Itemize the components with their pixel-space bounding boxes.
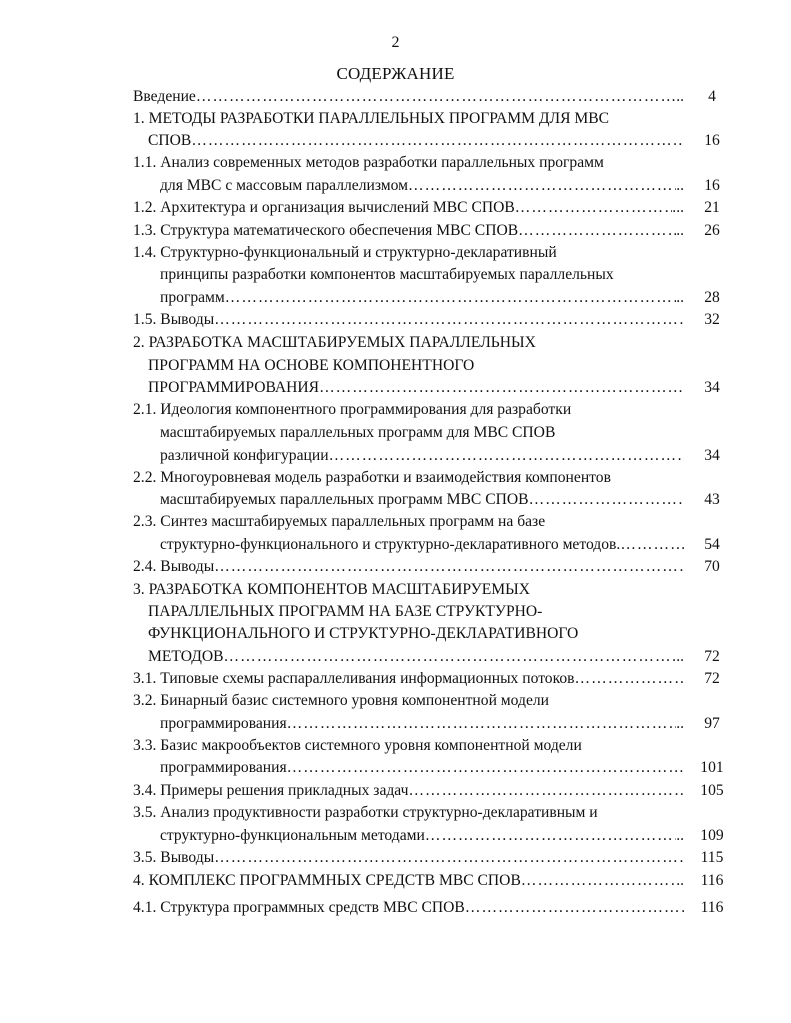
dot-leader: [225, 287, 676, 309]
page-title: СОДЕРЖАНИЕ: [336, 64, 455, 83]
dot-leader: [408, 780, 684, 802]
toc-page-number: 28: [704, 289, 720, 306]
toc-entry-line-last: [133, 197, 684, 219]
dot-leader-tail: ..: [676, 88, 684, 105]
dot-leader: [529, 489, 684, 511]
toc-entry-text: 2. РАЗРАБОТКА МАСШТАБИРУЕМЫХ ПАРАЛЛЕЛЬНЫХ: [133, 334, 536, 351]
toc-entry-text: 4.1. Структура программных средств МВС СПОВ: [133, 899, 465, 916]
toc-entry-line-last: [148, 377, 684, 399]
toc-entry-line-last: [160, 445, 684, 467]
dot-leader: [214, 556, 684, 578]
toc-page-number: 115: [700, 849, 724, 866]
toc-entry-text: различной конфигурации: [160, 447, 329, 464]
toc-entry-text: 3.4. Примеры решения прикладных задач: [133, 782, 409, 799]
toc-page-number: 54: [704, 536, 720, 553]
dot-leader: [319, 377, 684, 399]
toc-entry-text: масштабируемых параллельных программ для МВС СПОВ: [160, 424, 556, 441]
toc-entry-line: [148, 623, 578, 645]
dot-leader: [287, 713, 677, 735]
toc-entry-line: [133, 735, 582, 757]
toc-entry-line-last: [133, 556, 684, 578]
toc-entry-line-last: [160, 489, 684, 511]
toc-entry-text: программирования: [160, 759, 287, 776]
dot-leader-tail: ..: [676, 222, 684, 239]
toc-page-number: 97: [704, 715, 720, 732]
toc-entry-line-last: [133, 220, 684, 242]
toc-entry-text: 3.2. Бинарный базис системного уровня компонентной модели: [133, 692, 550, 709]
toc-page-number: 32: [704, 311, 720, 328]
dot-leader: [408, 175, 676, 197]
toc-entry-text: 2.4. Выводы: [133, 558, 215, 575]
toc-entry-text: СПОВ: [148, 132, 192, 149]
toc-entry-line: [160, 264, 614, 286]
toc-page-number: 105: [700, 782, 724, 799]
dot-leader: [196, 86, 676, 108]
dot-leader: [214, 847, 684, 869]
toc-entry-line: [133, 399, 571, 421]
toc-entry-line: [148, 601, 542, 623]
toc-entry-text: программ: [160, 289, 225, 306]
toc-entry-line: [160, 422, 555, 444]
toc-entry-text: 3. РАЗРАБОТКА КОМПОНЕНТОВ МАСШТАБИРУЕМЫХ: [133, 581, 530, 598]
toc-entry-text: ПРОГРАММИРОВАНИЯ: [148, 379, 320, 396]
toc-entry-text: 1.4. Структурно-функциональный и структурно-декларативный: [133, 244, 557, 261]
dot-leader: [329, 445, 684, 467]
toc-entry-text: 1.2. Архитектура и организация вычислений МВС СПОВ: [133, 199, 515, 216]
dot-leader-tail: ..: [676, 715, 684, 732]
toc-page-number: 16: [704, 177, 720, 194]
toc-entry-text: структурно-функциональным методами: [160, 827, 425, 844]
toc-entry-text: 3.3. Базис макрообъектов системного уровня компонентной модели: [133, 737, 582, 754]
toc-page-number: 26: [704, 222, 720, 239]
toc-page-number: 43: [704, 491, 720, 508]
dot-leader-tail: ..: [676, 827, 684, 844]
toc-entry-line: [133, 690, 549, 712]
toc-entry-line: [133, 802, 598, 824]
toc-entry-line: [133, 467, 611, 489]
toc-entry-line-last: [160, 757, 684, 779]
toc-page-number: 72: [704, 648, 720, 665]
toc-entry-line-last: [148, 130, 684, 152]
dot-leader-tail: ..: [676, 872, 684, 889]
toc-entry-line-last: [133, 86, 684, 108]
toc-entry-line-last: [160, 175, 684, 197]
toc-entry-line: [133, 511, 545, 533]
toc-entry-text: 1.5. Выводы: [133, 311, 215, 328]
dot-leader: [465, 897, 684, 919]
toc-page-number: 72: [704, 670, 720, 687]
toc-entry-text: 3.1. Типовые схемы распараллеливания информационных потоков: [133, 670, 575, 687]
toc-entry-text: для МВС с массовым параллелизмом: [160, 177, 409, 194]
toc-entry-text: Введение: [133, 88, 196, 105]
dot-leader: [214, 309, 684, 331]
dot-leader: [518, 220, 676, 242]
toc-page-number: 116: [700, 872, 724, 889]
dot-leader: [191, 130, 684, 152]
toc-entry-line-last: [133, 847, 684, 869]
toc-entry-text: масштабируемых параллельных программ МВС СПОВ: [160, 491, 529, 508]
toc-entry-text: принципы разработки компонентов масштабируемых параллельных: [160, 266, 614, 283]
toc-entry-text: 2.2. Многоуровневая модель разработки и взаимодействия компонентов: [133, 469, 611, 486]
toc-entry-line: [133, 579, 530, 601]
dot-leader: [287, 757, 684, 779]
toc-page-number: 116: [700, 899, 724, 916]
toc-entry-line-last: [148, 646, 684, 668]
toc-entry-line: [133, 332, 536, 354]
toc-page-number: 34: [704, 447, 720, 464]
toc-entry-line-last: [160, 825, 684, 847]
toc-entry-text: структурно-функционального и структурно-декларативного методов.: [160, 536, 621, 553]
toc-page-number: 21: [704, 199, 720, 216]
toc-entry-line-last: [133, 780, 684, 802]
toc-entry-text: ПАРАЛЛЕЛЬНЫХ ПРОГРАММ НА БАЗЕ СТРУКТУРНО-: [148, 603, 543, 620]
toc-entry-text: 2.3. Синтез масштабируемых параллельных программ на базе: [133, 513, 546, 530]
toc-page-number: 34: [704, 379, 720, 396]
toc-page-number: 101: [700, 759, 724, 776]
toc-entry-text: 2.1. Идеология компонентного программирования для разработки: [133, 401, 572, 418]
dot-leader-tail: ..: [676, 648, 684, 665]
dot-leader: [521, 870, 676, 892]
toc-entry-text: 3.5. Анализ продуктивности разработки структурно-декларативным и: [133, 804, 598, 821]
toc-entry-line: [133, 242, 557, 264]
dot-leader: [620, 534, 684, 556]
toc-entry-line-last: [160, 713, 684, 735]
toc-entry-text: 1.1. Анализ современных методов разработки параллельных программ: [133, 154, 604, 171]
dot-leader-tail: ..: [676, 177, 684, 194]
toc-entry-text: ФУНКЦИОНАЛЬНОГО И СТРУКТУРНО-ДЕКЛАРАТИВНОГО: [148, 625, 579, 642]
toc-entry-line-last: [160, 534, 684, 556]
dot-leader-tail: ...: [672, 199, 684, 216]
toc-page-number: 16: [704, 132, 720, 149]
dot-leader: [425, 825, 676, 847]
toc-entry-text: 3.5. Выводы: [133, 849, 215, 866]
toc-entry-text: ПРОГРАММ НА ОСНОВЕ КОМПОНЕНТНОГО: [148, 357, 475, 374]
toc-entry-text: программирования: [160, 715, 287, 732]
toc-entry-line-last: [133, 870, 684, 892]
toc-entry-line-last: [160, 287, 684, 309]
toc-entry-line-last: [133, 668, 684, 690]
toc-entry-text: 1. МЕТОДЫ РАЗРАБОТКИ ПАРАЛЛЕЛЬНЫХ ПРОГРАММ ДЛЯ МВС: [133, 110, 610, 127]
toc-entry-text: 4. КОМПЛЕКС ПРОГРАММНЫХ СРЕДСТВ МВС СПОВ: [133, 872, 521, 889]
toc-entry-text: МЕТОДОВ: [148, 648, 224, 665]
dot-leader-tail: ..: [676, 289, 684, 306]
toc-entry-text: 1.3. Структура математического обеспечения МВС СПОВ: [133, 222, 519, 239]
dot-leader: [575, 668, 684, 690]
toc-page-number: 4: [708, 88, 716, 105]
toc-entry-line-last: [133, 897, 684, 919]
toc-entry-line: [148, 355, 474, 377]
toc-page-number: 109: [700, 827, 724, 844]
toc-entry-line: [133, 152, 604, 174]
toc-page-number: 70: [704, 558, 720, 575]
dot-leader: [515, 197, 673, 219]
page-number: 2: [391, 34, 400, 51]
toc-entry-line-last: [133, 309, 684, 331]
dot-leader: [224, 646, 677, 668]
toc-entry-line: [133, 108, 609, 130]
